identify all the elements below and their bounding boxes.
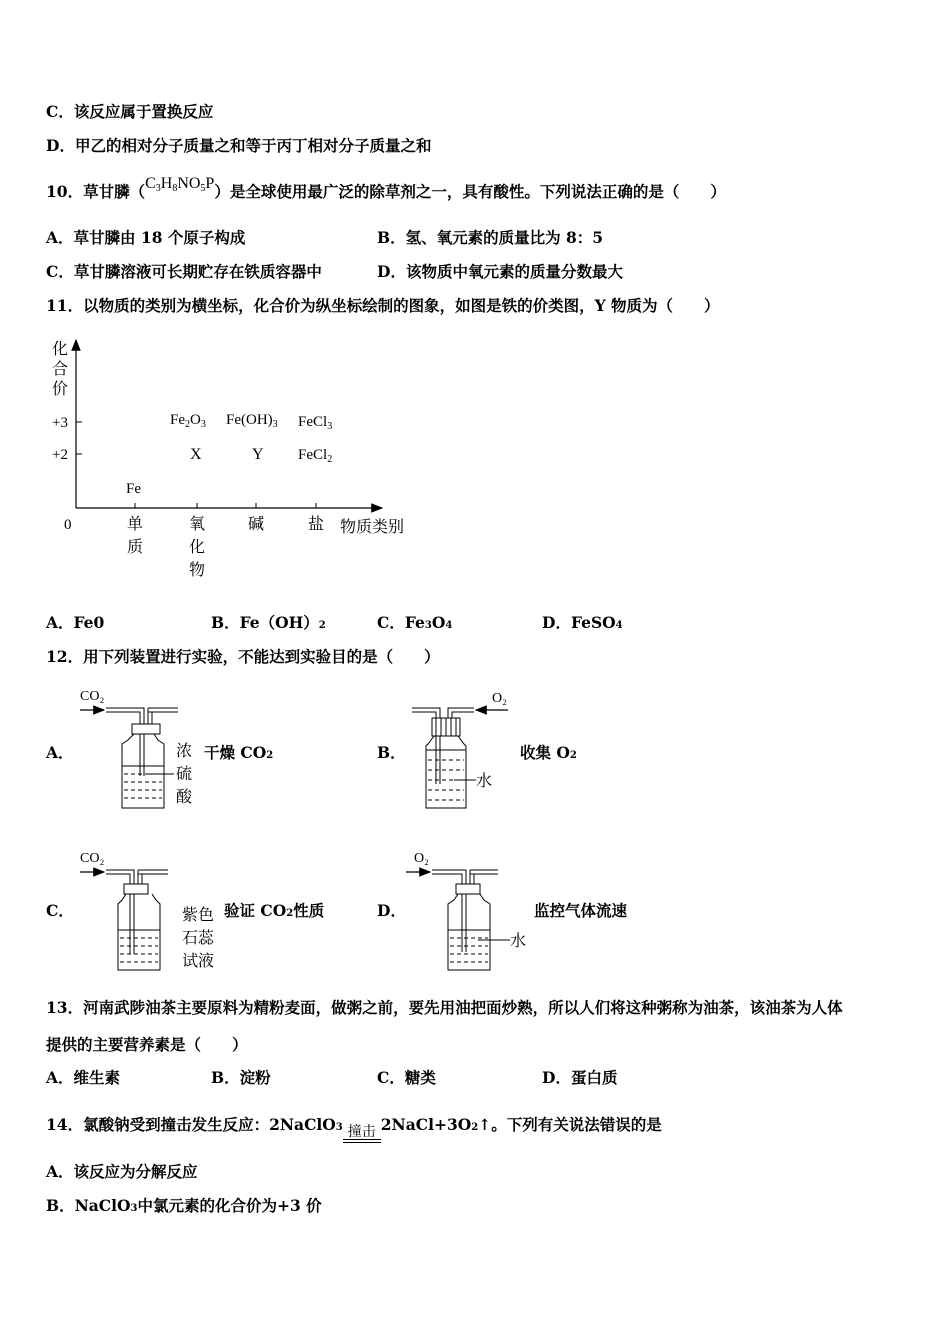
q12-a-purpose: 干燥 CO2 — [204, 743, 274, 762]
q12-b-letter: B． — [377, 743, 406, 762]
x-cat-salt: 盐 — [308, 516, 325, 533]
apparatus-a-liquid-3: 酸 — [176, 789, 193, 806]
q10-formula: C3H8NO5P — [145, 175, 215, 194]
point-fe2o3: $Fe_2O_3$ — [170, 412, 206, 430]
x-cat-element-1: 单 — [127, 516, 144, 533]
point-y: Y — [252, 446, 264, 463]
apparatus-c-liquid-1: 紫色 — [182, 907, 215, 924]
q12-c-purpose: 验证 CO2性质 — [224, 901, 325, 920]
point-fe: Fe — [126, 481, 141, 497]
apparatus-b — [408, 684, 528, 814]
point-fecl2: FeCl$_2$ — [298, 447, 333, 465]
point-x: X — [190, 446, 202, 463]
apparatus-d-liquid: 水 — [510, 933, 527, 950]
q11-stem: 11．以物质的类别为横坐标，化合价为纵坐标绘制的图象，如图是铁的价类图，Y 物质为（ ） — [46, 296, 720, 315]
q12-d-purpose: 监控气体流速 — [534, 901, 628, 920]
q12-stem: 12．用下列装置进行实验，不能达到实验目的是（ ） — [46, 647, 440, 666]
apparatus-a-liquid-2: 硫 — [176, 766, 193, 783]
q12-c-letter: C． — [46, 901, 74, 920]
q10-number: 10．草甘膦（ — [46, 182, 146, 201]
q9-option-c: C．该反应属于置换反应 — [46, 102, 214, 121]
point-fecl3: FeCl$_3$ — [298, 414, 333, 432]
q11-option-a: A．Fe0 — [46, 613, 105, 632]
q10-option-c: C．草甘膦溶液可长期贮存在铁质容器中 — [46, 262, 322, 281]
q13-option-c: C．糖类 — [377, 1068, 436, 1087]
apparatus-d-gas: O₂ — [414, 851, 429, 866]
apparatus-b-gas: O₂ — [492, 691, 507, 706]
q12-b-purpose: 收集 O2 — [520, 743, 577, 762]
q14-stem: 14．氯酸钠受到撞击发生反应：2NaClO3 撞击 2NaCl+3O2↑。下列有关说法错误的是 — [46, 1104, 662, 1149]
q11-option-b: B．Fe（OH）2 — [211, 613, 326, 632]
apparatus-a-liquid-1: 浓 — [176, 743, 193, 760]
apparatus-b-liquid: 水 — [476, 773, 493, 790]
reaction-condition: 撞击 — [343, 1125, 381, 1149]
q11-option-d: D．FeSO4 — [542, 613, 623, 632]
q13-stem-line2: 提供的主要营养素是（ ） — [46, 1035, 248, 1054]
q10-stem — [46, 175, 726, 208]
q13-option-b: B．淀粉 — [211, 1068, 271, 1087]
point-feoh3: $Fe(OH)_3$ — [226, 412, 278, 430]
q12-a-letter: A． — [46, 743, 74, 762]
y-tick-plus2: +2 — [52, 447, 68, 463]
y-title-3: 价 — [52, 381, 69, 398]
q13-option-d: D．蛋白质 — [542, 1068, 618, 1087]
x-cat-oxide-3: 物 — [189, 562, 206, 579]
q13-option-a: A．维生素 — [46, 1068, 121, 1087]
q10-option-b: B．氢、氧元素的质量比为 8：5 — [377, 228, 604, 247]
origin-zero: 0 — [64, 517, 72, 533]
q9-option-d: D．甲乙的相对分子质量之和等于丙丁相对分子质量之和 — [46, 136, 432, 155]
iron-valence-chart — [40, 330, 460, 590]
q11-option-c: C．Fe3O4 — [377, 613, 453, 632]
apparatus-a-gas: CO₂ — [80, 689, 105, 704]
x-title: 物质类别 — [340, 519, 405, 536]
y-title-2: 合 — [52, 361, 69, 378]
apparatus-c-gas: CO₂ — [80, 851, 105, 866]
apparatus-c-liquid-2: 石蕊 — [182, 930, 215, 947]
q14-option-a: A．该反应为分解反应 — [46, 1162, 198, 1181]
y-title-1: 化 — [52, 341, 69, 358]
y-tick-plus3: +3 — [52, 415, 68, 431]
x-cat-element-2: 质 — [127, 539, 144, 556]
q10-stem-rest: ）是全球使用最广泛的除草剂之一，具有酸性。下列说法正确的是（ ） — [214, 182, 726, 201]
q12-d-letter: D． — [377, 901, 406, 920]
x-cat-oxide-2: 化 — [189, 539, 206, 556]
q10-option-a: A．草甘膦由 18 个原子构成 — [46, 228, 246, 247]
q10-option-d: D．该物质中氧元素的质量分数最大 — [377, 262, 623, 281]
q13-stem-line1: 13．河南武陟油茶主要原料为精粉麦面，做粥之前，要先用油把面炒熟，所以人们将这种粥称为油茶，该油茶为人体 — [46, 998, 843, 1017]
apparatus-c-liquid-3: 试液 — [182, 953, 215, 970]
q14-option-b: B．NaClO3中氯元素的化合价为+3 价 — [46, 1196, 322, 1215]
x-cat-base: 碱 — [248, 516, 265, 533]
x-cat-oxide-1: 氧 — [189, 516, 206, 533]
apparatus-d — [402, 846, 542, 976]
apparatus-c — [78, 846, 238, 976]
